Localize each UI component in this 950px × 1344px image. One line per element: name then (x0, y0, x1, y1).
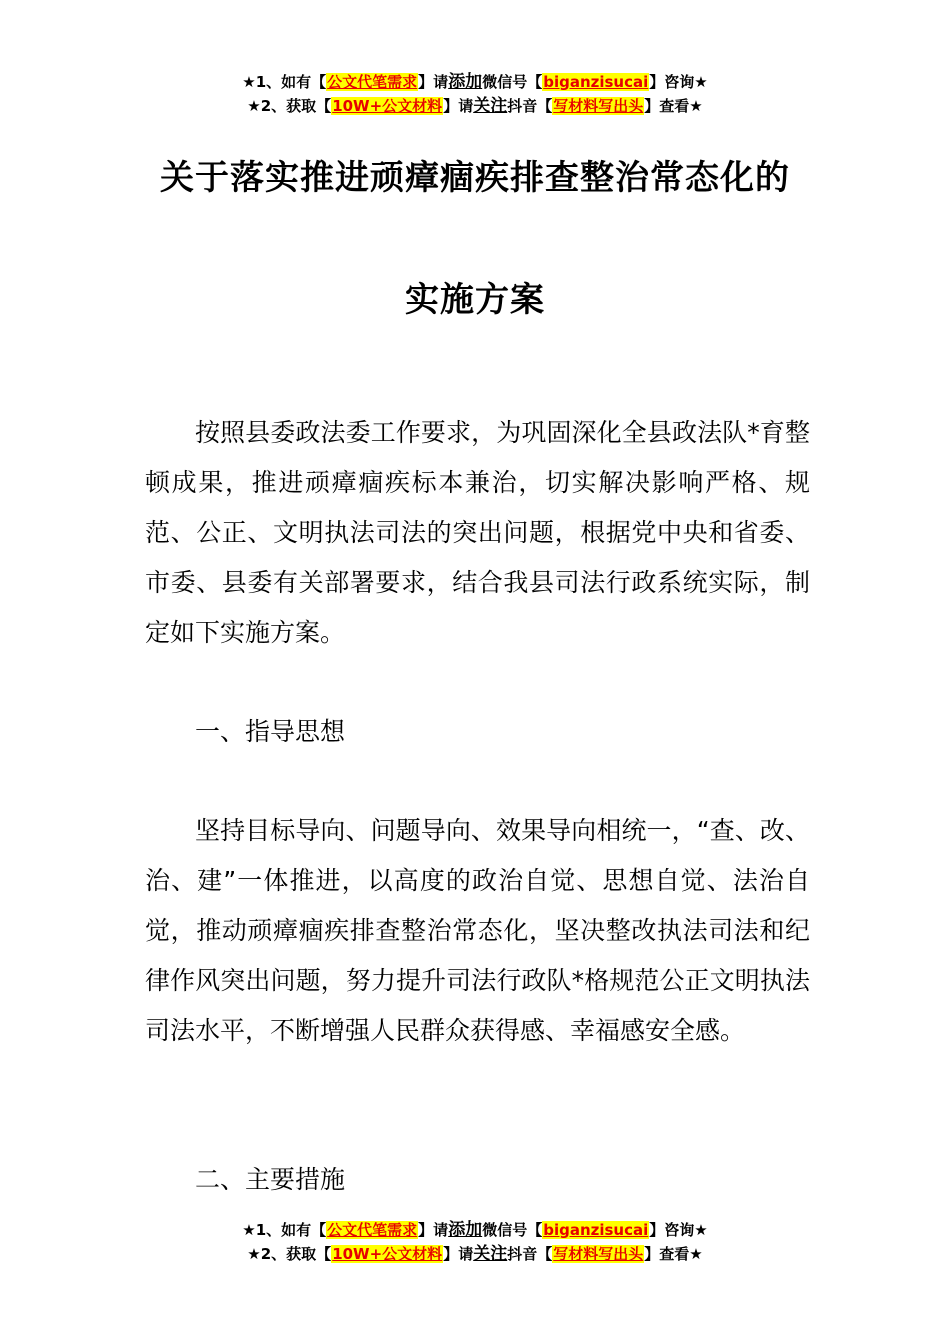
materials-highlight: 10W+公文材料 (332, 1245, 443, 1263)
wechat-id-highlight: biganzisucai (543, 73, 649, 91)
document-title-line-2: 实施方案 (405, 280, 545, 320)
section-heading-main-measures: 二、主要措施 (195, 1165, 346, 1194)
footer-banner (0, 1218, 950, 1266)
document-title-line-1: 关于落实推进顽瘴痼疾排查整治常态化的 (160, 158, 790, 198)
banner-line-2: ★2、获取【10W+公文材料】请关注抖音【写材料写出头】查看★ (247, 96, 703, 116)
ghostwriting-highlight: 公文代笔需求 (327, 73, 418, 91)
guiding-ideology-paragraph: 坚持目标导向、问题导向、效果导向相统一，“查、改、治、建”一体推进，以高度的政治自觉、思想自觉、法治自觉，推动顽瘴痼疾排查整治常态化，坚决整改执法司法和纪律作风突出问题，努力提升司法行政队*格规范公正文明执法司法水平，不断增强人民群众获得感、幸福感安全感。 (145, 816, 810, 1045)
intro-paragraph: 按照县委政法委工作要求，为巩固深化全县政法队*育整顿成果，推进顽瘴痼疾标本兼治，切实解决影响严格、规范、公正、文明执法司法的突出问题，根据党中央和省委、市委、县委有关部署要求，结合我县司法行政系统实际，制定如下实施方案。 (145, 418, 810, 647)
section-heading-guiding-ideology: 一、指导思想 (195, 717, 346, 746)
ghostwriting-highlight: 公文代笔需求 (327, 1221, 418, 1239)
wechat-id-highlight: biganzisucai (543, 1221, 649, 1239)
banner-line-1: ★1、如有【公文代笔需求】请添加微信号【biganzisucai】咨询★ (242, 72, 708, 92)
materials-highlight: 10W+公文材料 (332, 97, 443, 115)
douyin-id-highlight: 写材料写出头 (553, 97, 644, 115)
douyin-id-highlight: 写材料写出头 (553, 1245, 644, 1263)
banner-line-1: ★1、如有【公文代笔需求】请添加微信号【biganzisucai】咨询★ (242, 1220, 708, 1240)
banner-line-2: ★2、获取【10W+公文材料】请关注抖音【写材料写出头】查看★ (247, 1244, 703, 1264)
header-banner (0, 70, 950, 118)
